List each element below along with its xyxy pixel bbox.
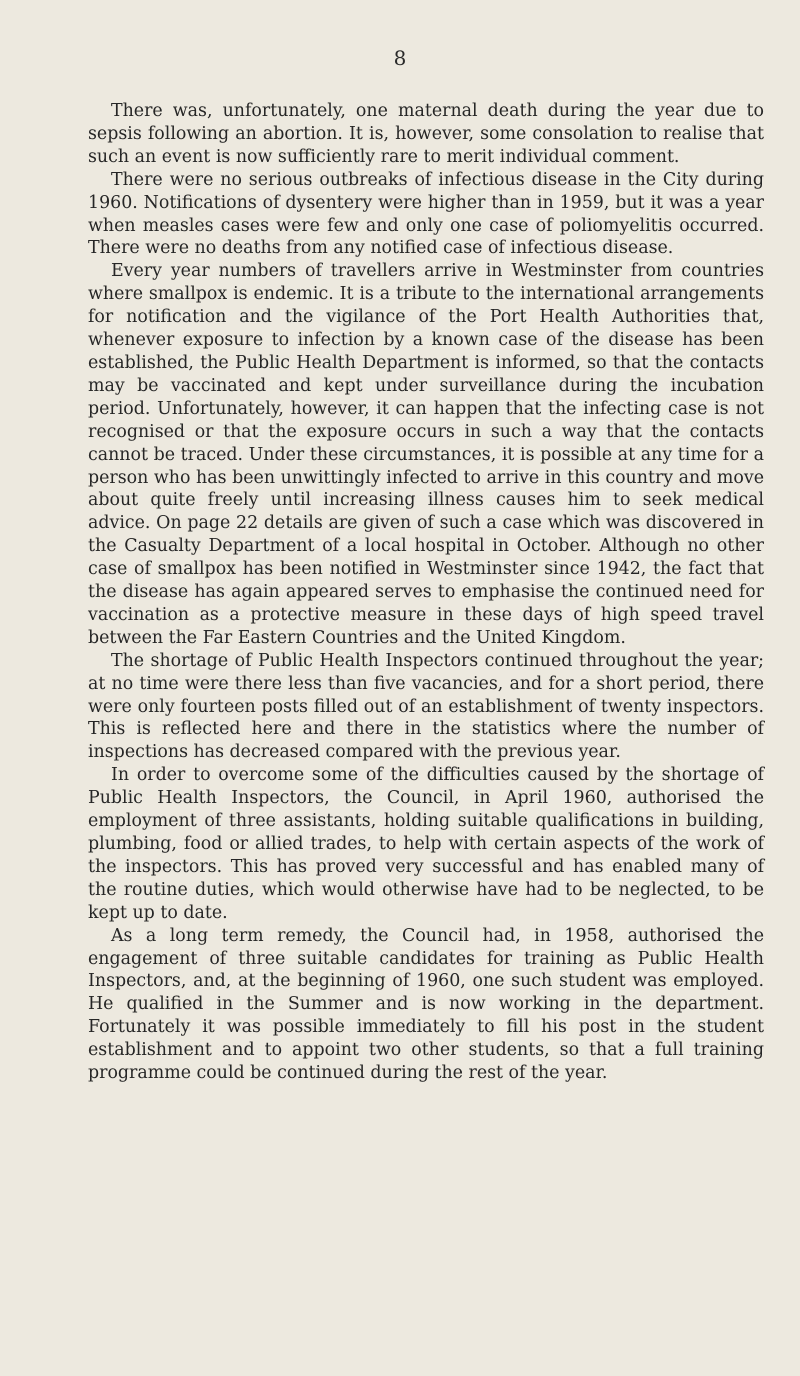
body-text	[88, 100, 764, 1085]
paragraph-training: As a long term remedy, the Council had, in 1958, authorised the engagement of three suitable candidates for training as Public Health Inspectors, and, at the beginning of 1960, one such student was employed. He qualified in the Summer and is now working in the department. Fortunately it was possible immediately to fill his post in the student establishment and to appoint two other students, so that a full training programme could be continued during the rest of the year.	[88, 925, 764, 1084]
paragraph-infectious-disease: There were no serious outbreaks of infectious disease in the City during 1960. Notifications of dysentery were higher than in 1959, but it was a year when measles cases were few and only one case of poliomyelitis occurred. There were no deaths from any notified case of infectious disease.	[88, 169, 764, 259]
paragraph-inspector-shortage: The shortage of Public Health Inspectors continued throughout the year; at no time were there less than five vacancies, and for a short period, there were only fourteen posts filled out of an establishment of twenty inspectors. This is reflected here and there in the statistics where the number of inspections has decreased compared with the previous year.	[88, 650, 764, 763]
page-number: 8	[393, 46, 407, 70]
paragraph-smallpox: Every year numbers of travellers arrive in Westminster from countries where smallpox is endemic. It is a tribute to the international arrangements for notification and the vigilance of the Port Health Authorities that, whenever exposure to infection by a known case of the disease has been established, the Public Health Department is informed, so that the contacts may be vaccinated and kept under surveillance during the incubation period. Unfortunately, however, it can happen that the infecting case is not recognised or that the exposure occurs in such a way that the contacts cannot be traced. Under these circumstances, it is possible at any time for a person who has been unwittingly infected to arrive in this country and move about quite freely until increasing illness causes him to seek medical advice. On page 22 details are given of such a case which was discovered in the Casualty Department of a local hospital in October. Although no other case of smallpox has been notified in Westminster since 1942, the fact that the disease has again appeared serves to emphasise the continued need for vaccination as a protective measure in these days of high speed travel between the Far Eastern Countries and the United Kingdom.	[88, 261, 764, 648]
paragraph-maternal-death: There was, unfortunately, one maternal death during the year due to sepsis following an abortion. It is, however, some consolation to realise that such an event is now sufficiently rare to merit individual comment.	[88, 101, 764, 167]
paragraph-assistants: In order to overcome some of the difficulties caused by the shortage of Public Health Inspectors, the Council, in April 1960, authorised the employment of three assistants, holding suitable qualifications in building, plumbing, food or allied trades, to help with certain aspects of the work of the inspectors. This has proved very successful and has enabled many of the routine duties, which would otherwise have had to be neglected, to be kept up to date.	[88, 765, 764, 923]
